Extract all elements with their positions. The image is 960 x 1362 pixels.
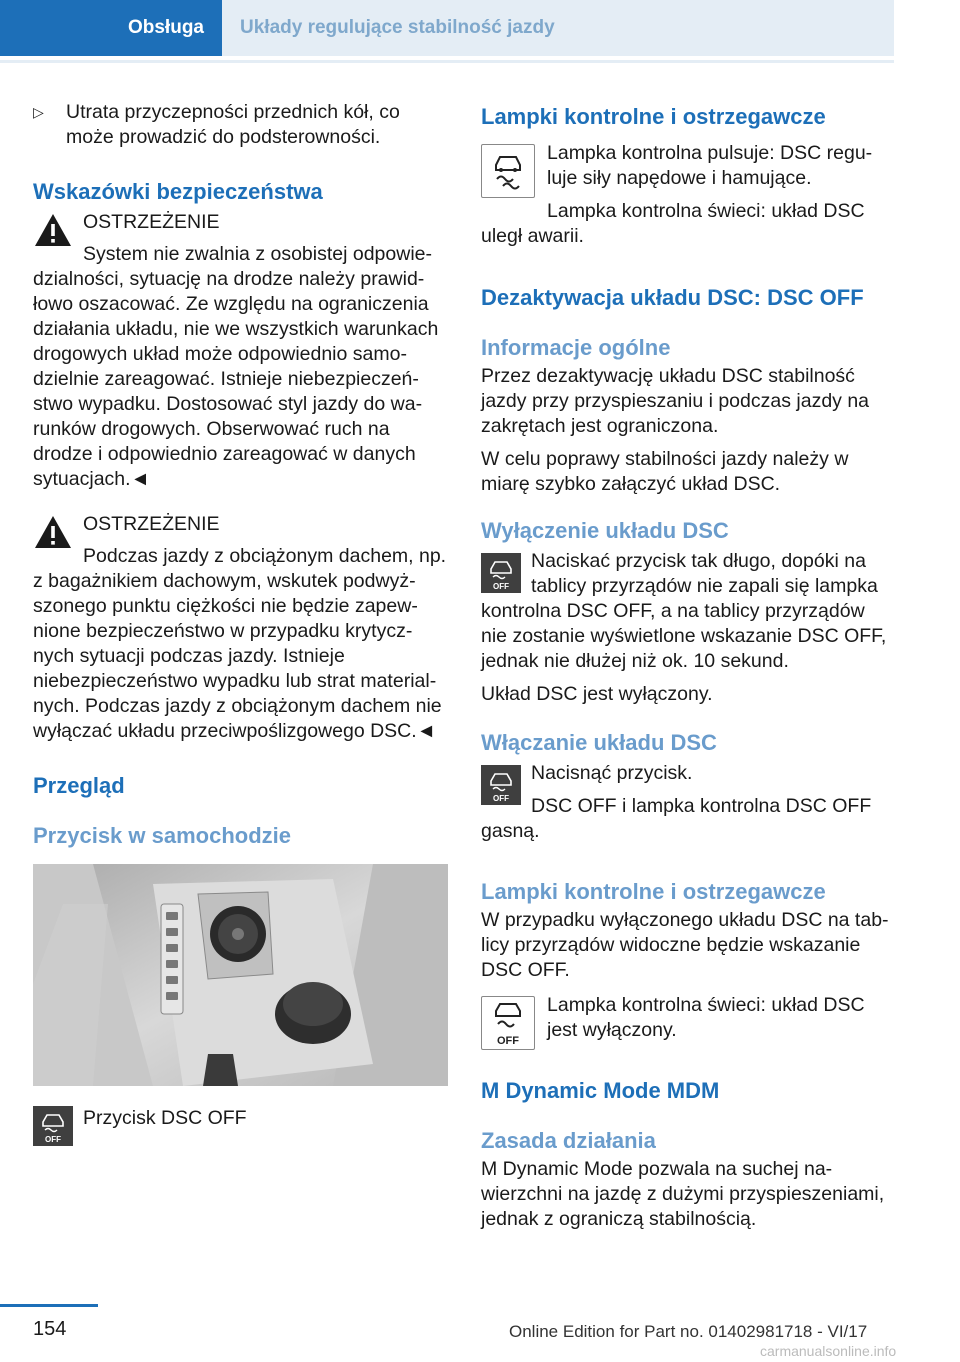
on-paragraph-1: Nacisnąć przycisk. — [531, 762, 693, 784]
lamp-pulse-text: Lampka kontrolna pulsuje: DSC regu- luje siły napędowe i hamujące. — [547, 142, 873, 189]
bullet-text: Utrata przyczepności przednich kół, co może prowadzić do podsterowności. — [66, 101, 400, 148]
warning-triangle-icon — [33, 514, 73, 550]
section-tab: Obsługa — [0, 0, 222, 56]
general-heading: Informacje ogólne — [481, 335, 671, 360]
watermark: carmanualsonline.info — [760, 1343, 897, 1359]
lamps2-heading: Lampki kontrolne i ostrzegawcze — [481, 879, 826, 904]
dsc-off-button-icon — [481, 553, 521, 593]
lamp-block — [481, 141, 894, 249]
warning-label: OSTRZEŻENIE — [83, 211, 220, 233]
dsc-off-button-icon — [481, 765, 521, 805]
deactivation-heading: Dezaktywacja układu DSC: DSC OFF — [481, 285, 864, 310]
mdm-heading: M Dynamic Mode MDM — [481, 1078, 720, 1103]
lamps2-paragraph-1: W przypadku wyłączonego układu DSC na tab- licy przyrządów widoczne będzie wskazanie DSC OFF. — [481, 909, 889, 981]
principle-heading: Zasada działania — [481, 1128, 656, 1153]
right-column — [481, 100, 894, 1232]
svg-text:OFF: OFF — [45, 1135, 61, 1144]
button-heading: Przycisk w samochodzie — [33, 823, 291, 848]
dsc-lamp-icon — [481, 144, 535, 198]
on-block — [481, 761, 894, 844]
page-header — [0, 0, 960, 62]
dsc-off-button-icon — [33, 1106, 73, 1146]
off-paragraph-1: Naciskać przycisk tak długo, dopóki na tablicy przyrządów nie zapali się lampka kontrolna DSC OFF, a na tablicy przyrządów nie zostanie wyświetlone wskazanie DSC OFF, jednak nie dłużej niż ok. 10 sekund. — [481, 550, 887, 672]
svg-text:OFF: OFF — [493, 794, 509, 803]
warning-block-2 — [33, 512, 448, 744]
off-paragraph-2: Układ DSC jest wyłączony. — [481, 683, 713, 705]
on-heading: Włączanie układu DSC — [481, 730, 717, 755]
console-illustration — [33, 864, 448, 1086]
bullet-item — [33, 100, 448, 150]
footer-accent-line — [0, 1304, 98, 1307]
chapter-tab: Układy regulujące stabilność jazdy — [222, 0, 894, 56]
off-block — [481, 549, 894, 707]
off-heading: Wyłączenie układu DSC — [481, 518, 729, 543]
svg-text:OFF: OFF — [493, 582, 509, 591]
dsc-off-caption-row — [33, 1106, 448, 1148]
edition-text: Online Edition for Part no. 01402981718 - VI/17 — [509, 1322, 868, 1341]
page-number: 154 — [33, 1318, 67, 1340]
lamps2-paragraph-2: Lampka kontrolna świeci: układ DSC jest wyłączony. — [547, 994, 865, 1041]
overview-heading: Przegląd — [33, 773, 125, 798]
principle-paragraph: M Dynamic Mode pozwala na suchej na- wierzchni na jazdę z dużymi przyspieszeniami, jednak z ograniczą stabilnością. — [481, 1158, 885, 1230]
dsc-off-lamp-icon — [481, 996, 535, 1050]
lamps-heading: Lampki kontrolne i ostrzegawcze — [481, 104, 826, 129]
on-paragraph-2: DSC OFF i lampka kontrolna DSC OFF gasną. — [481, 795, 872, 842]
svg-text:OFF: OFF — [497, 1035, 519, 1047]
warning-text: System nie zwalnia z osobistej odpowie- dzialności, sytuację na drodze należy prawid- łowo oszacować. Ze względu na ograniczenia działania układu, nie we wszystkich warunkach drogowych układ może odpowiednio samo- dzielnie zareagować. Istnieje niebezpieczeń- stwo wypadku. Dostosować styl jazdy do wa- runków drogowych. Obserwować ruch na drodze i odpowiednio zareagować w danych sytuacjach.◄ — [33, 243, 439, 490]
triangle-bullet-icon: ▷ — [33, 104, 44, 120]
warning-text: Podczas jazdy z obciążonym dachem, np. z bagażnikiem dachowym, wskutek podwyż- szonego punktu ciężkości nie będzie zapew- nione bezpieczeństwo w przypadku krytycz- nych sytuacji podczas jazdy. Istnieje niebezpieczeństwo wypadku lub strat material- nych. Podczas jazdy z obciążonym dachem nie wyłączać układu przeciwpoślizgowego DSC.◄ — [33, 545, 447, 742]
dsc-off-caption: Przycisk DSC OFF — [83, 1107, 247, 1129]
center-console-photo — [33, 864, 448, 1086]
warning-triangle-icon — [33, 212, 73, 248]
warning-label: OSTRZEŻENIE — [83, 513, 220, 535]
general-paragraph-2: W celu poprawy stabilności jazdy należy w miarę szybko załączyć układ DSC. — [481, 448, 849, 495]
lamp-on-text: Lampka kontrolna świeci: układ DSC uległ awarii. — [481, 200, 865, 247]
left-column — [33, 100, 448, 1148]
general-paragraph-1: Przez dezaktywację układu DSC stabilność jazdy przy przyspieszaniu i podczas jazdy na zakrętach jest ograniczona. — [481, 365, 870, 437]
warning-block-1 — [33, 210, 448, 492]
lamps2-block — [481, 993, 894, 1051]
header-divider — [0, 60, 894, 63]
safety-heading: Wskazówki bezpieczeństwa — [33, 179, 323, 204]
